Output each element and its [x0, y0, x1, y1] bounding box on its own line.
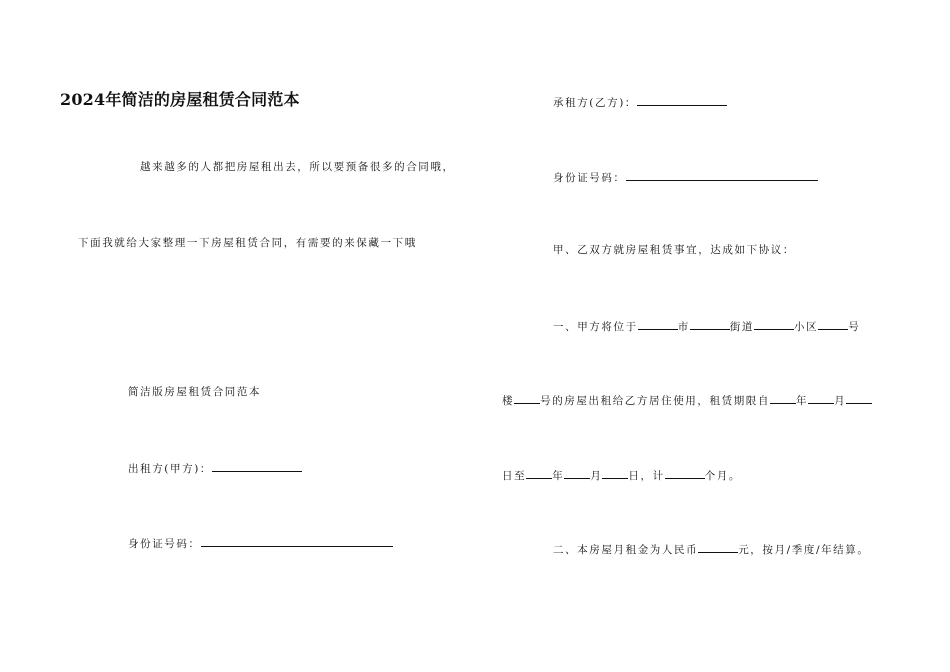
lessee-id-blank — [626, 169, 818, 181]
months-blank — [665, 467, 705, 479]
start-year-blank — [770, 392, 796, 404]
month2-label: 月 — [590, 470, 603, 482]
month-label: 月 — [834, 395, 847, 407]
lessee-label: 承租方(乙方)： — [553, 97, 637, 109]
number-label: 号 — [848, 321, 861, 333]
day-to-label: 日至 — [502, 470, 527, 482]
room-blank — [514, 392, 540, 404]
lessor-id-label: 身份证号码： — [128, 538, 201, 550]
lessee-id-field — [553, 169, 818, 185]
lessor-id-blank — [201, 535, 393, 547]
city-label: 市 — [677, 321, 690, 333]
end-day-blank — [602, 467, 628, 479]
start-month-blank — [808, 392, 834, 404]
end-month-blank — [564, 467, 590, 479]
lessor-id-field — [128, 535, 393, 551]
clause-1-line-2 — [502, 392, 872, 408]
end-year-blank — [526, 467, 552, 479]
number-blank — [818, 318, 848, 330]
year-label: 年 — [796, 395, 809, 407]
clause-1-line-1 — [553, 318, 860, 334]
district-label: 小区 — [794, 321, 819, 333]
intro-line-1: 越来越多的人都把房屋租出去，所以要预备很多的合同哦， — [140, 161, 455, 173]
clause-2-prefix: 二、本房屋月租金为人民币 — [553, 544, 699, 556]
street-label: 街道 — [729, 321, 755, 333]
rent-blank — [698, 541, 738, 553]
lessee-field — [553, 94, 727, 110]
year2-label: 年 — [552, 470, 565, 482]
building-label: 楼 — [502, 395, 515, 407]
clause-2-suffix: 元，按月/季度/年结算。 — [738, 544, 870, 556]
clause-1-line-3 — [502, 467, 741, 483]
contract-subtitle: 简洁版房屋租赁合同范本 — [128, 386, 262, 398]
district-blank — [754, 318, 794, 330]
lessor-field — [128, 460, 302, 476]
city-blank — [638, 318, 678, 330]
intro-line-2: 下面我就给大家整理一下房屋租赁合同，有需要的来保藏一下哦 — [78, 237, 417, 249]
clause-2 — [553, 541, 869, 557]
document-title: 2024年简洁的房屋租赁合同范本 — [60, 90, 300, 109]
lessee-id-label: 身份证号码： — [553, 172, 626, 184]
day2-label: 日，计 — [628, 470, 665, 482]
street-blank — [690, 318, 730, 330]
clause-1-prefix: 一、甲方将位于 — [553, 321, 638, 333]
months-end-label: 个月。 — [704, 470, 742, 482]
start-day-blank — [846, 392, 872, 404]
room-text: 号的房屋出租给乙方居住使用，租赁期限自 — [540, 395, 771, 407]
lessor-label: 出租方(甲方)： — [128, 463, 212, 475]
lessee-blank — [637, 94, 727, 106]
agreement-intro: 甲、乙双方就房屋租赁事宜，达成如下协议： — [553, 244, 795, 256]
lessor-blank — [212, 460, 302, 472]
